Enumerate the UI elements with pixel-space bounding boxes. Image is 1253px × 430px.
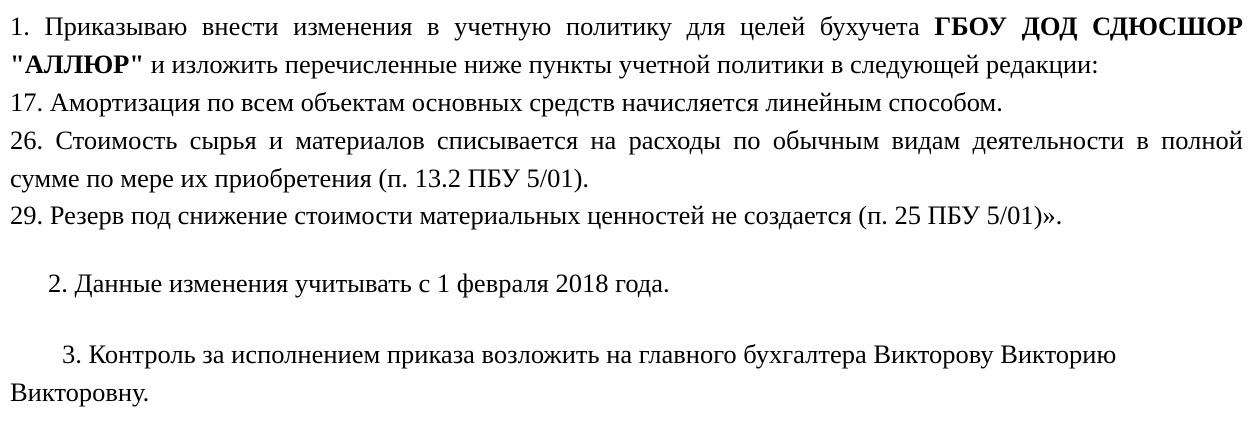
paragraph-policy-item-17: 17. Амортизация по всем объектам основных средств начисляется линейным способом. (10, 86, 1003, 117)
paragraph-order-item-1 (10, 8, 1243, 84)
paragraph-spacer-2 (10, 303, 1243, 336)
paragraph-order-item-3: 3. Контроль за исполнением приказа возложить на главного бухгалтера Викторову Викторию Викторовну. (10, 339, 1117, 408)
paragraph-order-item-2: 2. Данные изменения учитывать с 1 февраля 2018 года. (48, 268, 670, 299)
organization-name: ГБОУ ДОД СДЮСШОР "АЛЛЮР" (10, 11, 1243, 79)
paragraph-spacer-1 (10, 235, 1243, 265)
paragraph-policy-item-29: 29. Резерв под снижение стоимости материальных ценностей не создается (п. 25 ПБУ 5/01)». (10, 200, 1063, 231)
order-item-1-lead: 1. (10, 11, 30, 41)
order-item-1-text-after: и изложить перечисленные ниже пункты учетной политики в следующей редакции: (144, 48, 1099, 79)
order-item-1-text-before: Приказываю внести изменения в учетную политику для целей бухучета (29, 11, 935, 41)
paragraph-policy-item-26: 26. Стоимость сырья и материалов списывается на расходы по обычным видам деятельности в полной сумме по мере их приобретения (п. 13.2 ПБУ 5/01). (10, 124, 1243, 193)
